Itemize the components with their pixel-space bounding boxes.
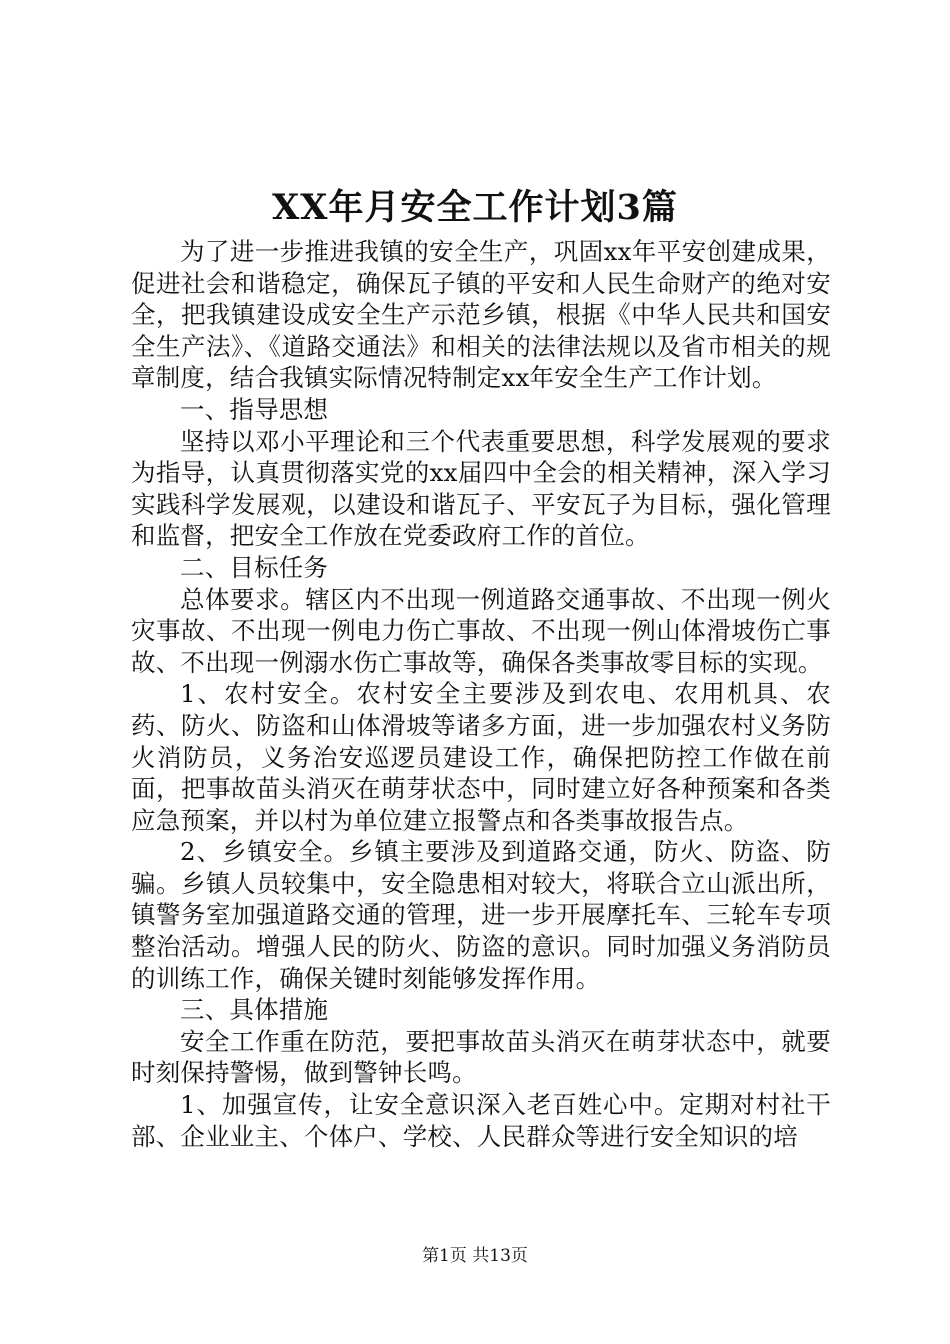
paragraph-town-safety: 2、乡镇安全。乡镇主要涉及到道路交通，防火、防盗、防骗。乡镇人员较集中，安全隐患相对较大，将联合立山派出所，镇警务室加强道路交通的管理，进一步开展摩托车、三轮车专项整治活动。增强人民的防火、防盗的意识。同时加强义务消防员的训练工作，确保关键时刻能够发挥作用。	[131, 837, 831, 993]
document-title: XX年月安全工作计划3篇	[272, 187, 678, 228]
page-footer: 第1页 共13页	[422, 1246, 528, 1266]
paragraph-rural-safety: 1、农村安全。农村安全主要涉及到农电、农用机具、农药、防火、防盗和山体滑坡等诸多方面，进一步加强农村义务防火消防员，义务治安巡逻员建设工作，确保把防控工作做在前面，把事故苗头消灭在萌芽状态中，同时建立好各种预案和各类应急预案，并以村为单位建立报警点和各类事故报告点。	[131, 679, 831, 835]
paragraph-publicity: 1、加强宣传，让安全意识深入老百姓心中。定期对村社干部、企业业主、个体户、学校、人民群众等进行安全知识的培	[131, 1090, 831, 1151]
document-body	[131, 236, 831, 1152]
heading-goals-tasks: 二、目标任务	[180, 552, 329, 582]
heading-specific-measures: 三、具体措施	[180, 995, 329, 1025]
paragraph-intro: 为了进一步推进我镇的安全生产，巩固xx年平安创建成果，促进社会和谐稳定，确保瓦子镇的平安和人民生命财产的绝对安全，把我镇建设成安全生产示范乡镇，根据《中华人民共和国安全生产法》、《道路交通法》和相关的法律法规以及省市相关的规章制度，结合我镇实际情况特制定xx年安全生产工作计划。	[131, 237, 831, 393]
paragraph-overall-requirements: 总体要求。辖区内不出现一例道路交通事故、不出现一例火灾事故、不出现一例电力伤亡事故、不出现一例山体滑坡伤亡事故、不出现一例溺水伤亡事故等，确保各类事故零目标的实现。	[131, 584, 831, 677]
paragraph-guiding-ideology: 坚持以邓小平理论和三个代表重要思想，科学发展观的要求为指导，认真贯彻落实党的xx届四中全会的相关精神，深入学习实践科学发展观，以建设和谐瓦子、平安瓦子为目标，强化管理和监督，把安全工作放在党委政府工作的首位。	[131, 426, 831, 551]
heading-guiding-ideology: 一、指导思想	[180, 394, 329, 424]
paragraph-prevention: 安全工作重在防范，要把事故苗头消灭在萌芽状态中，就要时刻保持警惕，做到警钟长鸣。	[131, 1026, 831, 1088]
